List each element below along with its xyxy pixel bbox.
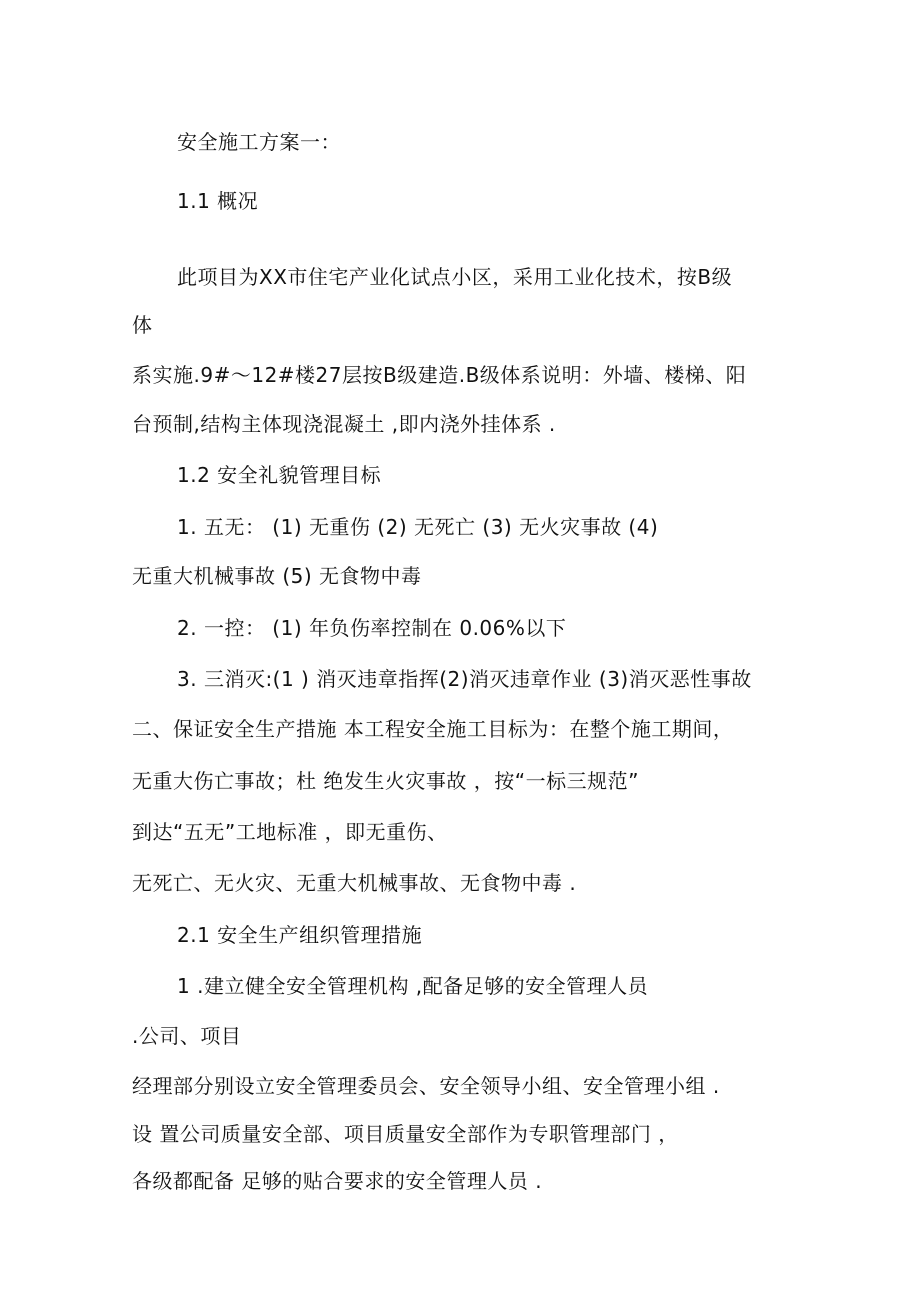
paragraph-line: .公司、项目: [132, 1024, 242, 1048]
list-item: 3. 三消灭:(1 ) 消灭违章指挥(2)消灭违章作业 (3)消灭恶性事故: [177, 667, 752, 691]
section-heading-1-2: 1.2 安全礼貌管理目标: [177, 463, 382, 487]
paragraph-line: 经理部分别设立安全管理委员会、安全领导小组、安全管理小组 .: [132, 1074, 720, 1098]
paragraph-line: 台预制,结构主体现浇混凝土 ,即内浇外挂体系 .: [132, 412, 556, 436]
paragraph-line: 设 置公司质量安全部、项目质量安全部作为专职管理部门 ，: [132, 1122, 679, 1146]
paragraph-line: 系实施.9#〜12#楼27层按B级建造.B级体系说明：外墙、楼梯、阳: [132, 363, 747, 387]
paragraph-line: 无重大伤亡事故；杜 绝发生火灾事故 ，按“一标三规范”: [132, 769, 639, 793]
paragraph-line: 无死亡、无火灾、无重大机械事故、无食物中毒 .: [132, 871, 577, 895]
paragraph-line: 各级都配备 足够的贴合要求的安全管理人员 .: [132, 1169, 543, 1193]
paragraph-line: 体: [132, 313, 153, 337]
document-title: 安全施工方案一：: [177, 130, 341, 154]
list-item: 1 .建立健全安全管理机构 ,配备足够的安全管理人员: [177, 974, 649, 998]
list-item: 1. 五无： (1) 无重伤 (2) 无死亡 (3) 无火灾事故 (4): [177, 515, 659, 539]
section-heading-1-1: 1.1 概况: [177, 189, 259, 213]
list-item: 2. 一控： (1) 年负伤率控制在 0.06%以下: [177, 616, 567, 640]
paragraph-line: 无重大机械事故 (5) 无食物中毒: [132, 564, 422, 588]
paragraph-line: 此项目为XX市住宅产业化试点小区，采用工业化技术，按B级: [177, 265, 733, 289]
section-heading-2: 二、保证安全生产措施 本工程安全施工目标为：在整个施工期间，: [132, 717, 734, 741]
section-heading-2-1: 2.1 安全生产组织管理措施: [177, 923, 423, 947]
paragraph-line: 到达“五无”工地标准 ，即无重伤、: [132, 820, 448, 844]
